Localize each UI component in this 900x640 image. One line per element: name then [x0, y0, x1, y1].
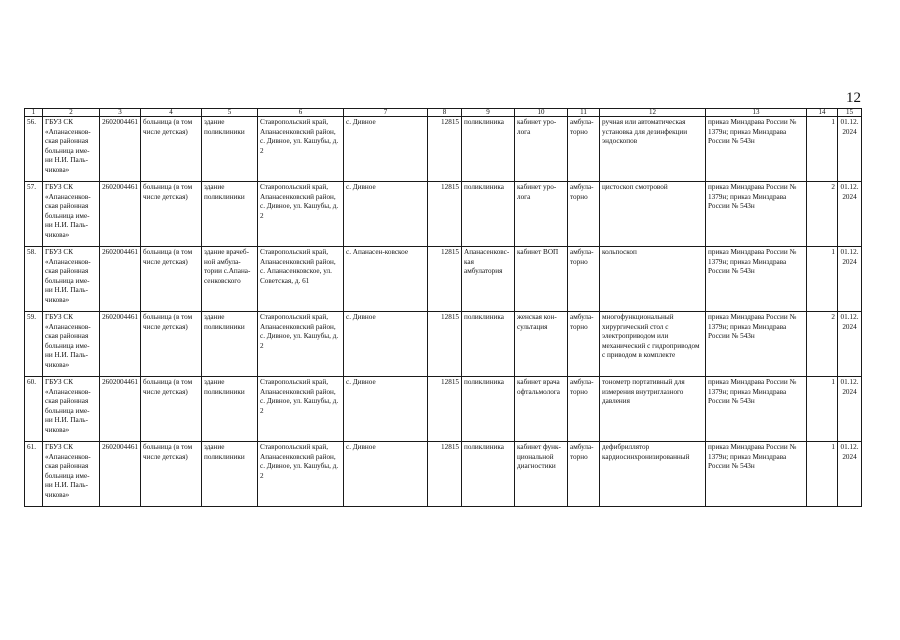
- row-number-cell: 61.: [25, 442, 43, 507]
- equipment-cell: тонометр портативный для измерения внутриглазного давления: [600, 377, 706, 442]
- inn-code-cell: 2602004461: [100, 117, 141, 182]
- room-cell: кабинет ВОП: [515, 247, 568, 312]
- row-number-cell: 58.: [25, 247, 43, 312]
- facility-type-cell: больница (в том числе детская): [141, 377, 202, 442]
- facility-type-cell: больница (в том числе детская): [141, 117, 202, 182]
- address-cell: Ставропольский край, Апанасенковский район, с. Дивное, ул. Кашубы, д. 2: [258, 117, 344, 182]
- date-cell: 01.12.2024: [838, 182, 862, 247]
- column-number: 2: [43, 109, 100, 117]
- quantity-cell: 2: [807, 182, 838, 247]
- table-row: [25, 442, 862, 507]
- building-cell: здание поликлиники: [202, 182, 258, 247]
- column-number: 12: [600, 109, 706, 117]
- column-number: 11: [568, 109, 600, 117]
- date-cell: 01.12.2024: [838, 377, 862, 442]
- code-number-cell: 12815: [428, 247, 462, 312]
- settlement-cell: с. Апанасен-ковское: [344, 247, 428, 312]
- organization-cell: ГБУЗ СК «Апанасенков-ская районная больница име-ни Н.И. Паль-чикова»: [43, 442, 100, 507]
- building-cell: здание врачеб-ной амбула-тории с.Апана-сенковского: [202, 247, 258, 312]
- inn-code-cell: 2602004461: [100, 377, 141, 442]
- column-number: 7: [344, 109, 428, 117]
- column-number: 9: [462, 109, 515, 117]
- address-cell: Ставропольский край, Апанасенковский район, с. Дивное, ул. Кашубы, д. 2: [258, 312, 344, 377]
- code-number-cell: 12815: [428, 117, 462, 182]
- regulation-cell: приказ Минздрава России № 1379н; приказ Минздрава России № 543н: [706, 247, 807, 312]
- quantity-cell: 1: [807, 247, 838, 312]
- equipment-table: [24, 108, 862, 507]
- unit-cell: поликлиника: [462, 117, 515, 182]
- care-condition-cell: амбула-торно: [568, 312, 600, 377]
- column-number: 8: [428, 109, 462, 117]
- building-cell: здание поликлиники: [202, 442, 258, 507]
- organization-cell: ГБУЗ СК «Апанасенков-ская районная больница име-ни Н.И. Паль-чикова»: [43, 377, 100, 442]
- date-cell: 01.12.2024: [838, 442, 862, 507]
- facility-type-cell: больница (в том числе детская): [141, 442, 202, 507]
- quantity-cell: 1: [807, 377, 838, 442]
- organization-cell: ГБУЗ СК «Апанасенков-ская районная больница име-ни Н.И. Паль-чикова»: [43, 247, 100, 312]
- column-number: 1: [25, 109, 43, 117]
- building-cell: здание поликлиники: [202, 377, 258, 442]
- equipment-cell: многофункциональный хирургический стол с электроприводом или механический с гидроприводом с приводом в комплекте: [600, 312, 706, 377]
- organization-cell: ГБУЗ СК «Апанасенков-ская районная больница име-ни Н.И. Паль-чикова»: [43, 182, 100, 247]
- room-cell: кабинет уро-лога: [515, 182, 568, 247]
- regulation-cell: приказ Минздрава России № 1379н; приказ Минздрава России № 543н: [706, 117, 807, 182]
- column-number: 10: [515, 109, 568, 117]
- row-number-cell: 59.: [25, 312, 43, 377]
- date-cell: 01.12.2024: [838, 247, 862, 312]
- address-cell: Ставропольский край, Апанасенковский район, с. Дивное, ул. Кашубы, д. 2: [258, 182, 344, 247]
- building-cell: здание поликлиники: [202, 312, 258, 377]
- equipment-cell: ручная или автоматическая установка для дезинфекции эндоскопов: [600, 117, 706, 182]
- column-number-row: [25, 109, 862, 117]
- facility-type-cell: больница (в том числе детская): [141, 182, 202, 247]
- unit-cell: Апанасенковс-кая амбулатория: [462, 247, 515, 312]
- unit-cell: поликлиника: [462, 312, 515, 377]
- page-number: 12: [846, 90, 861, 106]
- address-cell: Ставропольский край, Апанасенковский район, с. Дивное, ул. Кашубы, д. 2: [258, 442, 344, 507]
- regulation-cell: приказ Минздрава России № 1379н; приказ Минздрава России № 543н: [706, 182, 807, 247]
- row-number-cell: 56.: [25, 117, 43, 182]
- address-cell: Ставропольский край, Апанасенковский район, с. Дивное, ул. Кашубы, д. 2: [258, 377, 344, 442]
- row-number-cell: 57.: [25, 182, 43, 247]
- equipment-cell: кольпоскоп: [600, 247, 706, 312]
- quantity-cell: 2: [807, 312, 838, 377]
- care-condition-cell: амбула-торно: [568, 117, 600, 182]
- column-number: 5: [202, 109, 258, 117]
- date-cell: 01.12.2024: [838, 312, 862, 377]
- row-number-cell: 60.: [25, 377, 43, 442]
- room-cell: кабинет врача офтальмолога: [515, 377, 568, 442]
- table-row: [25, 247, 862, 312]
- unit-cell: поликлиника: [462, 377, 515, 442]
- code-number-cell: 12815: [428, 312, 462, 377]
- column-number: 4: [141, 109, 202, 117]
- inn-code-cell: 2602004461: [100, 182, 141, 247]
- regulation-cell: приказ Минздрава России № 1379н; приказ Минздрава России № 543н: [706, 377, 807, 442]
- unit-cell: поликлиника: [462, 442, 515, 507]
- room-cell: кабинет функ-циональной диагностики: [515, 442, 568, 507]
- unit-cell: поликлиника: [462, 182, 515, 247]
- organization-cell: ГБУЗ СК «Апанасенков-ская районная больница име-ни Н.И. Паль-чикова»: [43, 117, 100, 182]
- care-condition-cell: амбула-торно: [568, 182, 600, 247]
- column-number: 3: [100, 109, 141, 117]
- settlement-cell: с. Дивное: [344, 377, 428, 442]
- quantity-cell: 1: [807, 442, 838, 507]
- inn-code-cell: 2602004461: [100, 247, 141, 312]
- settlement-cell: с. Дивное: [344, 442, 428, 507]
- column-number: 14: [807, 109, 838, 117]
- column-number: 6: [258, 109, 344, 117]
- facility-type-cell: больница (в том числе детская): [141, 312, 202, 377]
- inn-code-cell: 2602004461: [100, 312, 141, 377]
- column-number: 13: [706, 109, 807, 117]
- regulation-cell: приказ Минздрава России № 1379н; приказ Минздрава России № 543н: [706, 442, 807, 507]
- quantity-cell: 1: [807, 117, 838, 182]
- settlement-cell: с. Дивное: [344, 312, 428, 377]
- settlement-cell: с. Дивное: [344, 117, 428, 182]
- care-condition-cell: амбула-торно: [568, 442, 600, 507]
- table-row: [25, 312, 862, 377]
- equipment-cell: цистоскоп смотровой: [600, 182, 706, 247]
- inn-code-cell: 2602004461: [100, 442, 141, 507]
- care-condition-cell: амбула-торно: [568, 377, 600, 442]
- equipment-cell: дефибриллятор кардиосинхронизированный: [600, 442, 706, 507]
- room-cell: кабинет уро-лога: [515, 117, 568, 182]
- settlement-cell: с. Дивное: [344, 182, 428, 247]
- table-row: [25, 377, 862, 442]
- code-number-cell: 12815: [428, 442, 462, 507]
- regulation-cell: приказ Минздрава России № 1379н; приказ Минздрава России № 543н: [706, 312, 807, 377]
- table-body: [25, 109, 862, 507]
- column-number: 15: [838, 109, 862, 117]
- building-cell: здание поликлиники: [202, 117, 258, 182]
- care-condition-cell: амбула-торно: [568, 247, 600, 312]
- code-number-cell: 12815: [428, 182, 462, 247]
- address-cell: Ставропольский край, Апанасенковский район, с. Апанасенковское, ул. Советская, д. 61: [258, 247, 344, 312]
- organization-cell: ГБУЗ СК «Апанасенков-ская районная больница име-ни Н.И. Паль-чикова»: [43, 312, 100, 377]
- room-cell: женская кон-сультация: [515, 312, 568, 377]
- facility-type-cell: больница (в том числе детская): [141, 247, 202, 312]
- date-cell: 01.12.2024: [838, 117, 862, 182]
- table-row: [25, 182, 862, 247]
- code-number-cell: 12815: [428, 377, 462, 442]
- table-row: [25, 117, 862, 182]
